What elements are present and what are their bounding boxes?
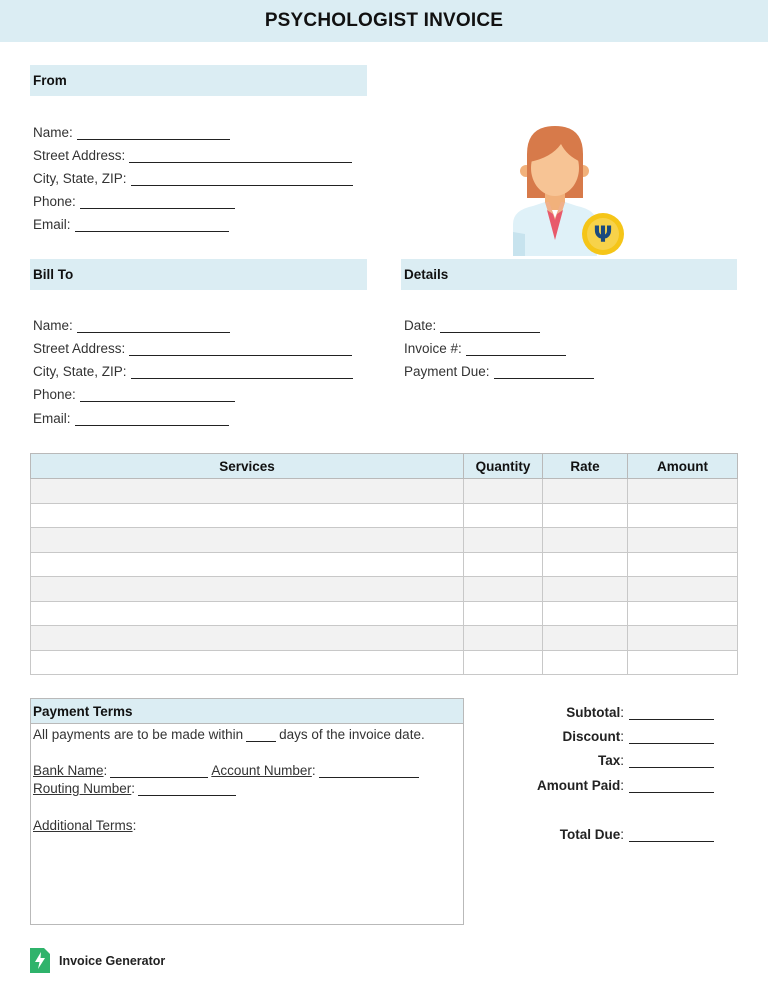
from-name-line[interactable] bbox=[77, 126, 230, 140]
bill-street-line[interactable] bbox=[129, 342, 352, 356]
table-row bbox=[31, 650, 738, 675]
routing-number-colon: : bbox=[131, 781, 136, 796]
routing-number-blank[interactable] bbox=[138, 784, 236, 796]
amount-cell[interactable] bbox=[628, 528, 738, 553]
quantity-cell[interactable] bbox=[464, 577, 543, 602]
invoice-generator-logo-icon bbox=[30, 948, 50, 973]
service-cell[interactable] bbox=[31, 503, 464, 528]
invoice-number-line[interactable] bbox=[466, 342, 566, 356]
bill-email-field[interactable] bbox=[33, 408, 229, 426]
details-heading bbox=[401, 259, 737, 290]
subtotal-label: Subtotal bbox=[566, 705, 621, 720]
bank-account-line bbox=[33, 763, 422, 778]
payment-days-text-before: All payments are to be made within bbox=[33, 727, 244, 742]
from-email-line[interactable] bbox=[75, 218, 229, 232]
bill-street-field[interactable] bbox=[33, 338, 352, 356]
from-name-field[interactable] bbox=[33, 122, 230, 140]
quantity-cell[interactable] bbox=[464, 601, 543, 626]
from-email-label: Email: bbox=[33, 217, 71, 232]
brand-name: Invoice Generator bbox=[59, 953, 166, 968]
bank-name-label: Bank Name bbox=[33, 763, 104, 778]
account-number-blank[interactable] bbox=[319, 766, 419, 778]
tax-label: Tax bbox=[597, 753, 621, 768]
from-heading-label: From bbox=[33, 73, 67, 88]
invoice-number-label: Invoice #: bbox=[404, 341, 462, 356]
amount-paid-row[interactable] bbox=[537, 775, 714, 793]
rate-cell[interactable] bbox=[543, 601, 628, 626]
psi-symbol: Ψ bbox=[593, 223, 613, 248]
amount-paid-colon: : bbox=[620, 778, 624, 793]
quantity-column-header: Quantity bbox=[464, 454, 543, 479]
quantity-cell[interactable] bbox=[464, 528, 543, 553]
additional-terms-label: Additional Terms bbox=[33, 818, 133, 833]
from-city-field[interactable] bbox=[33, 168, 353, 186]
account-number-colon: : bbox=[311, 763, 316, 778]
amount-paid-line[interactable] bbox=[629, 779, 714, 793]
subtotal-row[interactable] bbox=[566, 702, 714, 720]
payment-days-blank[interactable] bbox=[246, 730, 276, 742]
quantity-cell[interactable] bbox=[464, 479, 543, 504]
table-row bbox=[31, 577, 738, 602]
total-due-label: Total Due bbox=[559, 827, 621, 842]
payment-days-line bbox=[33, 727, 425, 742]
bill-phone-line[interactable] bbox=[80, 388, 235, 402]
payment-due-line[interactable] bbox=[494, 365, 594, 379]
table-row bbox=[31, 528, 738, 553]
table-row bbox=[31, 601, 738, 626]
from-street-line[interactable] bbox=[129, 149, 352, 163]
quantity-cell[interactable] bbox=[464, 650, 543, 675]
details-heading-label: Details bbox=[404, 267, 449, 282]
psychologist-avatar-icon bbox=[505, 122, 629, 256]
amount-column-header: Amount bbox=[628, 454, 738, 479]
amount-cell[interactable] bbox=[628, 503, 738, 528]
bill-name-line[interactable] bbox=[77, 319, 230, 333]
from-phone-field[interactable] bbox=[33, 191, 235, 209]
bill-email-label: Email: bbox=[33, 411, 71, 426]
quantity-cell[interactable] bbox=[464, 503, 543, 528]
from-street-label: Street Address: bbox=[33, 148, 126, 163]
from-phone-line[interactable] bbox=[80, 195, 235, 209]
discount-colon: : bbox=[620, 729, 624, 744]
amount-cell[interactable] bbox=[628, 650, 738, 675]
rate-cell[interactable] bbox=[543, 528, 628, 553]
total-due-row[interactable] bbox=[560, 824, 714, 842]
bill-phone-label: Phone: bbox=[33, 387, 76, 402]
from-street-field[interactable] bbox=[33, 145, 352, 163]
table-row bbox=[31, 503, 738, 528]
from-city-label: City, State, ZIP: bbox=[33, 171, 127, 186]
amount-paid-label: Amount Paid bbox=[536, 778, 621, 793]
table-row bbox=[31, 552, 738, 577]
discount-line[interactable] bbox=[629, 730, 714, 744]
amount-cell[interactable] bbox=[628, 552, 738, 577]
from-city-line[interactable] bbox=[131, 172, 353, 186]
date-field[interactable] bbox=[404, 315, 540, 333]
subtotal-line[interactable] bbox=[629, 706, 714, 720]
bill-street-label: Street Address: bbox=[33, 341, 126, 356]
routing-number-label: Routing Number bbox=[33, 781, 132, 796]
rate-cell[interactable] bbox=[543, 650, 628, 675]
services-column-header: Services bbox=[31, 454, 464, 479]
quantity-cell[interactable] bbox=[464, 626, 543, 651]
service-cell[interactable] bbox=[31, 626, 464, 651]
bill-city-label: City, State, ZIP: bbox=[33, 364, 127, 379]
subtotal-colon: : bbox=[620, 705, 624, 720]
from-email-field[interactable] bbox=[33, 214, 229, 232]
service-cell[interactable] bbox=[31, 552, 464, 577]
service-cell[interactable] bbox=[31, 650, 464, 675]
account-number-label: Account Number bbox=[211, 763, 312, 778]
service-cell[interactable] bbox=[31, 479, 464, 504]
service-cell[interactable] bbox=[31, 528, 464, 553]
bill-to-heading-label: Bill To bbox=[33, 267, 74, 282]
bank-name-blank[interactable] bbox=[110, 766, 208, 778]
title-bar bbox=[0, 0, 768, 42]
footer bbox=[30, 948, 165, 973]
rate-cell[interactable] bbox=[543, 552, 628, 577]
total-due-colon: : bbox=[620, 827, 624, 842]
payment-due-label: Payment Due: bbox=[404, 364, 490, 379]
discount-row[interactable] bbox=[562, 726, 714, 744]
tax-line[interactable] bbox=[629, 754, 714, 768]
payment-terms-box bbox=[30, 698, 464, 925]
rate-cell[interactable] bbox=[543, 577, 628, 602]
date-label: Date: bbox=[404, 318, 437, 333]
bill-phone-field[interactable] bbox=[33, 384, 235, 402]
services-table bbox=[30, 453, 738, 675]
bill-email-line[interactable] bbox=[75, 412, 229, 426]
total-due-line[interactable] bbox=[629, 828, 714, 842]
additional-terms-line bbox=[33, 818, 136, 833]
bill-city-field[interactable] bbox=[33, 361, 353, 379]
services-header-row bbox=[31, 454, 738, 479]
discount-label: Discount bbox=[562, 729, 621, 744]
table-row bbox=[31, 479, 738, 504]
bill-to-heading bbox=[30, 259, 367, 290]
rate-cell[interactable] bbox=[543, 626, 628, 651]
tax-colon: : bbox=[620, 753, 624, 768]
payment-terms-heading bbox=[31, 699, 463, 724]
payment-days-text-after: days of the invoice date. bbox=[279, 727, 425, 742]
bill-city-line[interactable] bbox=[131, 365, 353, 379]
rate-column-header: Rate bbox=[543, 454, 628, 479]
invoice-number-field[interactable] bbox=[404, 338, 566, 356]
amount-cell[interactable] bbox=[628, 626, 738, 651]
payment-due-field[interactable] bbox=[404, 361, 594, 379]
service-cell[interactable] bbox=[31, 577, 464, 602]
from-name-label: Name: bbox=[33, 125, 73, 140]
additional-terms-colon: : bbox=[132, 818, 137, 833]
bill-name-label: Name: bbox=[33, 318, 73, 333]
from-phone-label: Phone: bbox=[33, 194, 76, 209]
bill-name-field[interactable] bbox=[33, 315, 230, 333]
rate-cell[interactable] bbox=[543, 503, 628, 528]
bank-name-colon: : bbox=[103, 763, 108, 778]
amount-cell[interactable] bbox=[628, 601, 738, 626]
payment-terms-heading-label: Payment Terms bbox=[33, 703, 133, 719]
routing-line bbox=[33, 781, 239, 796]
rate-cell[interactable] bbox=[543, 479, 628, 504]
service-cell[interactable] bbox=[31, 601, 464, 626]
from-heading bbox=[30, 65, 367, 96]
date-line[interactable] bbox=[440, 319, 540, 333]
quantity-cell[interactable] bbox=[464, 552, 543, 577]
amount-cell[interactable] bbox=[628, 577, 738, 602]
table-row bbox=[31, 626, 738, 651]
page-title: PSYCHOLOGIST INVOICE bbox=[264, 10, 504, 31]
amount-cell[interactable] bbox=[628, 479, 738, 504]
tax-row[interactable] bbox=[598, 750, 714, 768]
